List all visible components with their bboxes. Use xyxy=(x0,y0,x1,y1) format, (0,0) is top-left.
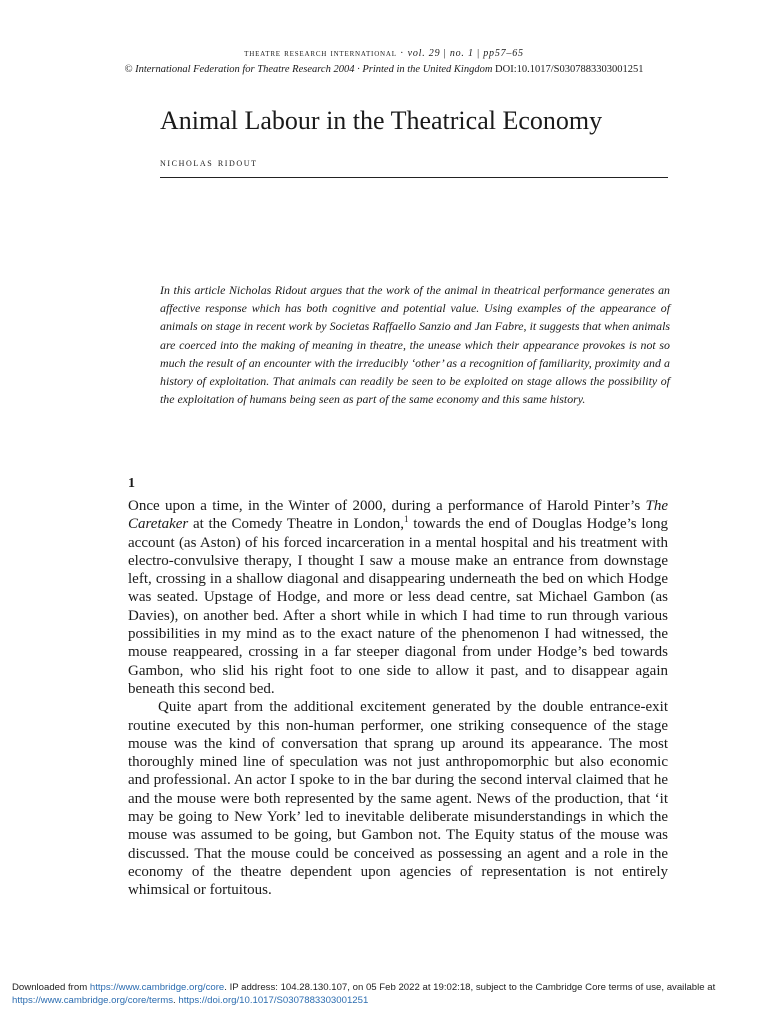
copyright-line xyxy=(0,62,768,78)
text-run: Once upon a time, in the Winter of 2000, during a performance of Harold Pinter’s xyxy=(128,498,646,514)
footnote-marker[interactable]: 1 xyxy=(404,514,409,525)
footer-text: Downloaded from xyxy=(12,982,90,993)
core-link[interactable]: https://www.cambridge.org/core xyxy=(89,982,225,993)
section-number: 1 xyxy=(128,476,135,491)
author-name: nicholas ridout xyxy=(160,155,258,169)
footer-text: . xyxy=(173,995,179,1006)
paragraph-1 xyxy=(128,497,668,698)
doi-link[interactable]: https://doi.org/10.1017/S0307883303001251 xyxy=(178,995,369,1006)
volume: vol. 29 xyxy=(407,48,441,59)
journal-info-line xyxy=(0,46,768,62)
separator: · xyxy=(396,48,408,59)
issue: no. 1 xyxy=(449,48,474,59)
separator: | xyxy=(440,48,450,59)
title-rule xyxy=(160,177,668,178)
terms-link[interactable]: https://www.cambridge.org/core/terms xyxy=(12,995,174,1006)
footer-text: . IP address: 104.28.130.107, on 05 Feb 2022 at 19:02:18, subject to the Cambridge Core terms of use, available at xyxy=(224,982,716,993)
journal-name: theatre research international xyxy=(244,48,397,59)
download-footer xyxy=(12,981,762,1007)
text-run: towards the end of Douglas Hodge’s long account (as Aston) of his forced incarceration in a mental hospital and his treatment with electro-convulsive therapy, I thought I saw a mouse make an entrance from downstage left, crossing in a shallow diagonal and disappearing underneath the bed on which Hodge was seated. Upstage of Hodge, and more or less dead centre, sat Michael Gambon (as Davies), on another bed. After a short while in which I had time to run through various possibilities in my mind as to the exact nature of the phenomenon I had witnessed, the mouse reappeared, crossing in a far steeper diagonal from under Hodge’s bed towards Gambon, who slid his right foot to one side to allow it past, and to disappear again beneath this second bed. xyxy=(128,516,668,697)
separator: | xyxy=(473,48,484,59)
running-header xyxy=(0,46,768,78)
text-run: at the Comedy Theatre in London, xyxy=(188,516,405,533)
paragraph-2: Quite apart from the additional excitement generated by the double entrance-exit routine executed by this non-human performer, one striking consequence of the stage mouse was the kind of conversation that sprang up around its appearance. The most thoroughly mined line of speculation was not just anthropomorphic but also economic and professional. An actor I spoke to in the bar during the second interval claimed that he and the mouse were both represented by the same agent. News of the production, that ‘it may be going to New York’ led to inevitable deliberate misunderstandings in which the mouse was assumed to be going, but Gambon not. The Equity status of the mouse was discussed. That the mouse could be conceived as possessing an agent and a role in the economy of the theatre dependent upon agencies of representation is not entirely whimsical or fortuitous. xyxy=(128,699,668,899)
pages: pp57–65 xyxy=(483,48,524,59)
body-text xyxy=(128,497,668,900)
article-title: Animal Labour in the Theatrical Economy xyxy=(160,106,603,135)
abstract: In this article Nicholas Ridout argues that the work of the animal in theatrical performance generates an affective response which has both cognitive and potential value. Using examples of the appearance of animals on stage in recent work by Societas Raffaello Sanzio and Jan Fabre, it suggests that when animals are coerced into the making of meaning in theatre, the unease which their appearance provokes is not so much the result of an encounter with the irreducibly ‘other’ as a recognition of familiarity, proximity and a history of exploitation. That animals can readily be seen to be exploited on stage allows the possibility of the exploitation of humans being seen as part of the same economy and this same history. xyxy=(160,283,670,407)
copyright: © International Federation for Theatre Research 2004 · Printed in the United Kingdom xyxy=(124,64,493,75)
doi: DOI:10.1017/S0307883303001251 xyxy=(495,64,644,75)
play-title: The Caretaker xyxy=(128,498,668,533)
